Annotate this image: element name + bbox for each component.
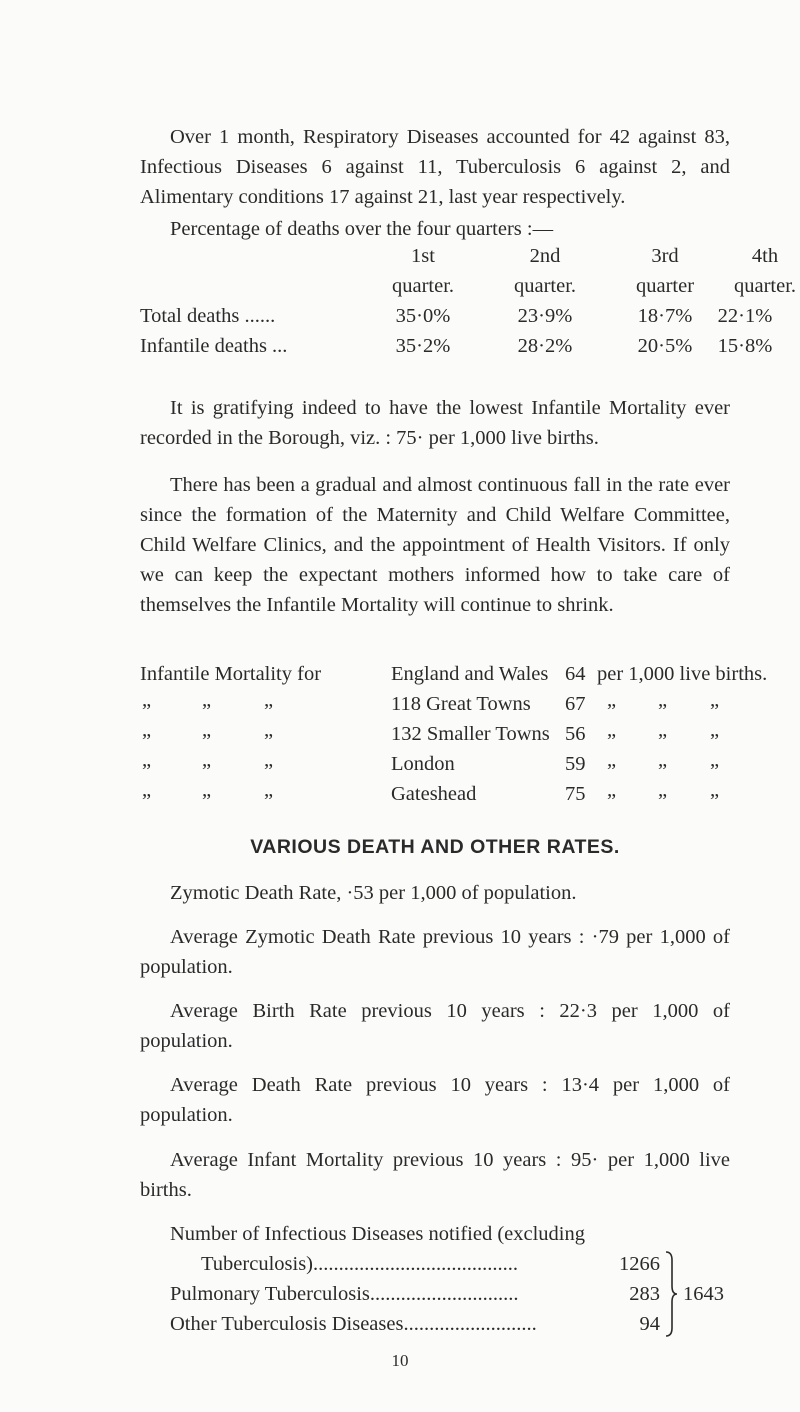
ditto-mark: „ (264, 689, 275, 711)
ditto-mark: „ (658, 749, 669, 771)
ditto-mark: „ (658, 719, 669, 741)
ditto-mark: „ (202, 779, 213, 801)
ditto-mark: „ (658, 689, 669, 711)
ditto-mark: „ (607, 689, 618, 711)
mortality-place: Gateshead (391, 783, 477, 805)
header-q2-top: 2nd (529, 245, 561, 267)
mortality-first-label: Infantile Mortality for (140, 663, 322, 685)
header-q1-top: 1st (411, 245, 435, 267)
header-q3-bottom: quarter (635, 275, 695, 297)
percentage-intro: Percentage of deaths over the four quarters :— (170, 218, 554, 240)
ditto-mark: „ (710, 779, 721, 801)
mortality-place: 132 Smaller Towns (391, 723, 550, 745)
ditto-mark: „ (264, 779, 275, 801)
infantile-q1: 35·2% (395, 335, 451, 357)
ditto-mark: „ (710, 749, 721, 771)
infectious-row-label: Pulmonary Tuberculosis............................. (170, 1283, 519, 1305)
intro-paragraph: Over 1 month, Respiratory Diseases accounted for 42 against 83, Infectious Diseases 6 against 11, Tuberculosis 6 against 2, and Alimentary conditions 17 against 21, last year respectively. (140, 126, 730, 208)
ditto-mark: „ (142, 689, 153, 711)
total-q3: 18·7% (637, 305, 693, 327)
total-q4: 22·1% (717, 305, 773, 327)
row-label-infantile: Infantile deaths ... (140, 335, 288, 357)
ditto-mark: „ (607, 749, 618, 771)
header-q1-bottom: quarter. (391, 275, 455, 297)
gradual-fall-paragraph: There has been a gradual and almost continuous fall in the rate ever since the formation of the Maternity and Child Welfare Committee, Child Welfare Clinics, and the appointment of Health Visitors. If only we can keep the expectant mothers informed how to take care of themselves the Infantile Mortality will continue to shrink. (140, 474, 730, 616)
rate-item: Average Death Rate previous 10 years : 13·4 per 1,000 of population. (140, 1074, 730, 1126)
infectious-row-label: Other Tuberculosis Diseases.......................... (170, 1313, 537, 1335)
header-q4-bottom: quarter. (733, 275, 797, 297)
ditto-mark: „ (264, 719, 275, 741)
infantile-q4: 15·8% (717, 335, 773, 357)
section-heading: VARIOUS DEATH AND OTHER RATES. (250, 836, 620, 858)
rate-item: Zymotic Death Rate, ·53 per 1,000 of population. (170, 882, 577, 904)
mortality-value: 64 (565, 663, 586, 685)
ditto-mark: „ (202, 719, 213, 741)
infectious-row-label: Tuberculosis)........................................ (201, 1253, 518, 1275)
ditto-mark: „ (142, 719, 153, 741)
ditto-mark: „ (202, 689, 213, 711)
total-q2: 23·9% (517, 305, 573, 327)
header-q4-top: 4th (751, 245, 779, 267)
mortality-value: 59 (565, 753, 586, 775)
infectious-total: 1643 (683, 1283, 724, 1305)
right-brace-icon (664, 1250, 678, 1338)
infectious-row-value: 94 (639, 1313, 660, 1335)
infectious-row-value: 283 (629, 1283, 660, 1305)
ditto-mark: „ (607, 779, 618, 801)
mortality-unit: per 1,000 live births. (597, 663, 768, 685)
ditto-mark: „ (142, 779, 153, 801)
ditto-mark: „ (264, 749, 275, 771)
infectious-row-value: 1266 (619, 1253, 660, 1275)
mortality-place: England and Wales (391, 663, 549, 685)
mortality-value: 67 (565, 693, 586, 715)
ditto-mark: „ (202, 749, 213, 771)
rate-item: Average Zymotic Death Rate previous 10 years : ·79 per 1,000 of population. (140, 926, 730, 978)
page-number: 10 (391, 1351, 409, 1370)
mortality-value: 75 (565, 783, 586, 805)
ditto-mark: „ (142, 749, 153, 771)
header-q3-top: 3rd (651, 245, 679, 267)
infantile-q2: 28·2% (517, 335, 573, 357)
ditto-mark: „ (658, 779, 669, 801)
header-q2-bottom: quarter. (513, 275, 577, 297)
ditto-mark: „ (710, 689, 721, 711)
ditto-mark: „ (607, 719, 618, 741)
rate-item: Average Infant Mortality previous 10 years : 95· per 1,000 live births. (140, 1149, 730, 1201)
infectious-intro: Number of Infectious Diseases notified (excluding (170, 1223, 586, 1245)
mortality-place: 118 Great Towns (391, 693, 531, 715)
mortality-place: London (391, 753, 455, 775)
rate-item: Average Birth Rate previous 10 years : 22·3 per 1,000 of population. (140, 1000, 730, 1052)
total-q1: 35·0% (395, 305, 451, 327)
row-label-total: Total deaths ...... (140, 305, 276, 327)
mortality-value: 56 (565, 723, 586, 745)
infantile-q3: 20·5% (637, 335, 693, 357)
gratifying-paragraph: It is gratifying indeed to have the lowest Infantile Mortality ever recorded in the Borough, viz. : 75· per 1,000 live births. (140, 397, 730, 449)
ditto-mark: „ (710, 719, 721, 741)
